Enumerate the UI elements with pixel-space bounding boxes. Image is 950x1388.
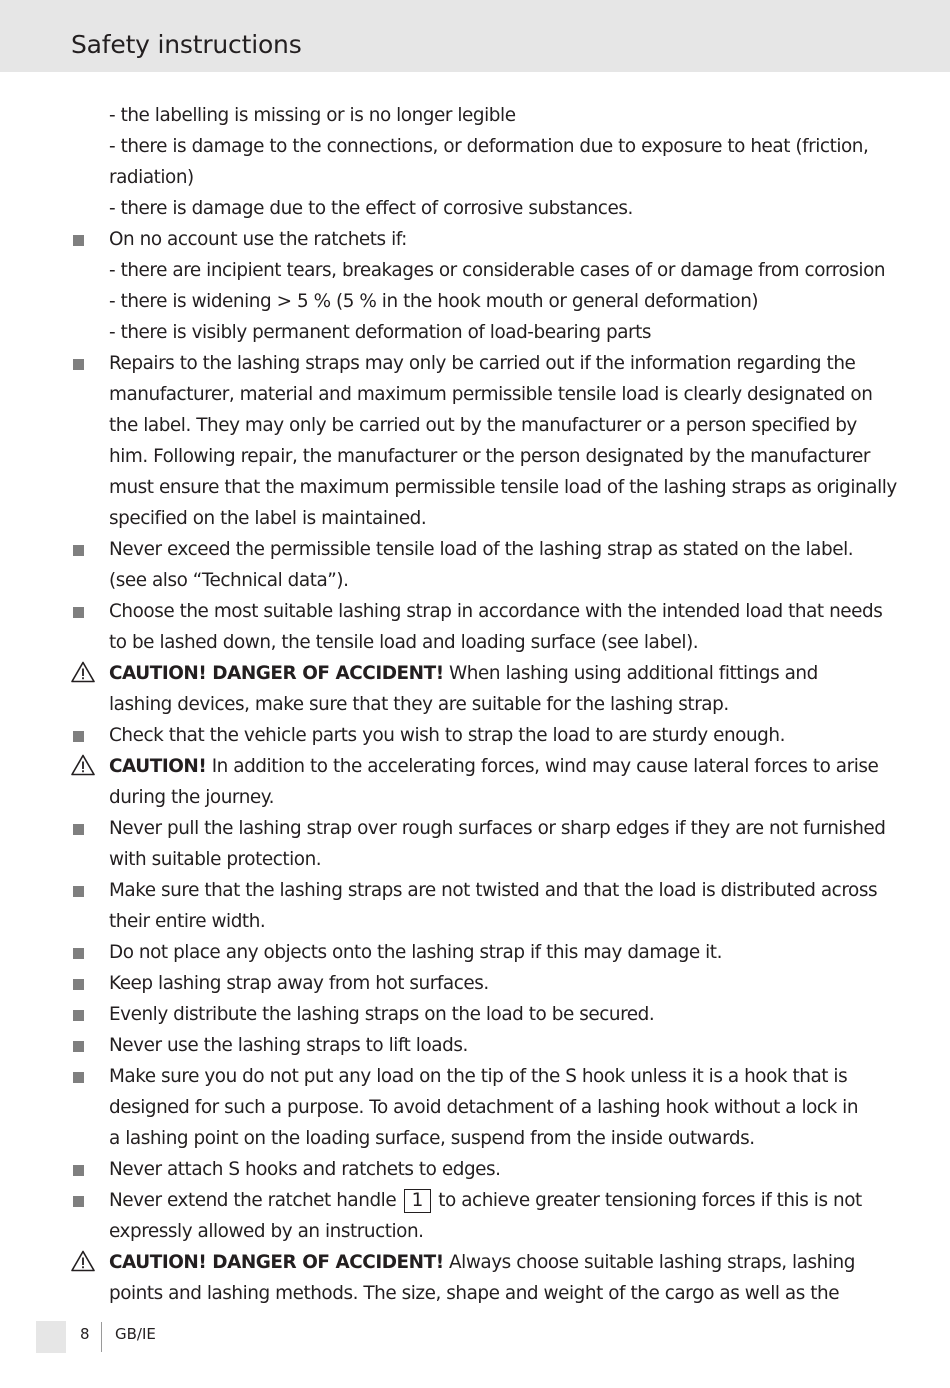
bullet-icon (73, 235, 84, 246)
text-line: the label. They may only be carried out by the manufacturer or a person specified by (109, 415, 857, 436)
text-line: must ensure that the maximum permissible tensile load of the lashing straps as originally (109, 477, 897, 498)
text-line: specified on the label is maintained. (109, 508, 427, 529)
footer-divider (101, 1322, 102, 1352)
text-line: expressly allowed by an instruction. (109, 1221, 424, 1242)
text-line: Evenly distribute the lashing straps on the load to be secured. (109, 1004, 655, 1025)
text-line (109, 1185, 862, 1216)
warning-label: CAUTION! (109, 756, 207, 777)
text-line: Never use the lashing straps to lift loads. (109, 1035, 468, 1056)
warning-triangle-icon (71, 754, 95, 776)
text-line: - there is widening > 5 % (5 % in the hook mouth or general deformation) (109, 291, 759, 312)
text-span: to achieve greater tensioning forces if this is not (432, 1190, 862, 1211)
footer-tab (36, 1321, 66, 1353)
bullet-icon (73, 1165, 84, 1176)
page-title: Safety instructions (71, 30, 302, 59)
text-line (109, 751, 878, 782)
text-line: - there is damage to the connections, or deformation due to exposure to heat (friction, (109, 136, 869, 157)
bullet-icon (73, 824, 84, 835)
bullet-icon (73, 607, 84, 618)
warning-label: CAUTION! DANGER OF ACCIDENT! (109, 1252, 444, 1273)
warning-label: CAUTION! DANGER OF ACCIDENT! (109, 663, 444, 684)
text-line: with suitable protection. (109, 849, 322, 870)
bullet-icon (73, 1196, 84, 1207)
page-number: 8 (80, 1325, 90, 1343)
text-line: Never exceed the permissible tensile load of the lashing strap as stated on the label. (109, 539, 854, 560)
text-line: to be lashed down, the tensile load and loading surface (see label). (109, 632, 699, 653)
bullet-icon (73, 359, 84, 370)
page-header (0, 0, 950, 72)
bullet-icon (73, 1041, 84, 1052)
bullet-icon (73, 948, 84, 959)
country-code: GB/IE (115, 1325, 156, 1343)
text-line: Repairs to the lashing straps may only be carried out if the information regarding the (109, 353, 856, 374)
text-line: him. Following repair, the manufacturer or the person designated by the manufacturer (109, 446, 871, 467)
text-line (109, 658, 818, 689)
text-line: Make sure that the lashing straps are not twisted and that the load is distributed across (109, 880, 878, 901)
text-line: Do not place any objects onto the lashing strap if this may damage it. (109, 942, 722, 963)
text-line: - the labelling is missing or is no longer legible (109, 105, 516, 126)
text-line: Choose the most suitable lashing strap in accordance with the intended load that needs (109, 601, 883, 622)
text-line (109, 1247, 855, 1278)
text-line: (see also “Technical data”). (109, 570, 349, 591)
bullet-icon (73, 545, 84, 556)
text-line: - there is visibly permanent deformation of load-bearing parts (109, 322, 652, 343)
bullet-icon (73, 979, 84, 990)
text-line: Check that the vehicle parts you wish to strap the load to are sturdy enough. (109, 725, 786, 746)
text-line: during the journey. (109, 787, 274, 808)
text-line: designed for such a purpose. To avoid detachment of a lashing hook without a lock in (109, 1097, 859, 1118)
bullet-icon (73, 1010, 84, 1021)
text-span: In addition to the accelerating forces, wind may cause lateral forces to arise (206, 756, 879, 777)
text-line: Never attach S hooks and ratchets to edges. (109, 1159, 501, 1180)
warning-triangle-icon (71, 661, 95, 683)
bullet-icon (73, 1072, 84, 1083)
text-line: On no account use the ratchets if: (109, 229, 407, 250)
text-span: When lashing using additional fittings and (443, 663, 818, 684)
text-line: manufacturer, material and maximum permissible tensile load is clearly designated on (109, 384, 873, 405)
text-line: Never pull the lashing strap over rough surfaces or sharp edges if they are not furnished (109, 818, 886, 839)
text-line: lashing devices, make sure that they are suitable for the lashing strap. (109, 694, 729, 715)
figure-reference-box: 1 (404, 1189, 431, 1213)
text-line: Make sure you do not put any load on the tip of the S hook unless it is a hook that is (109, 1066, 848, 1087)
text-span: Never extend the ratchet handle (109, 1190, 402, 1211)
text-span: Always choose suitable lashing straps, lashing (443, 1252, 855, 1273)
bullet-icon (73, 731, 84, 742)
text-line: - there are incipient tears, breakages or considerable cases of or damage from corrosion (109, 260, 886, 281)
text-line: radiation) (109, 167, 194, 188)
warning-triangle-icon (71, 1250, 95, 1272)
text-line: - there is damage due to the effect of corrosive substances. (109, 198, 633, 219)
bullet-icon (73, 886, 84, 897)
text-line: Keep lashing strap away from hot surfaces. (109, 973, 489, 994)
text-line: a lashing point on the loading surface, suspend from the inside outwards. (109, 1128, 755, 1149)
text-line: their entire width. (109, 911, 266, 932)
text-line: points and lashing methods. The size, shape and weight of the cargo as well as the (109, 1283, 840, 1304)
